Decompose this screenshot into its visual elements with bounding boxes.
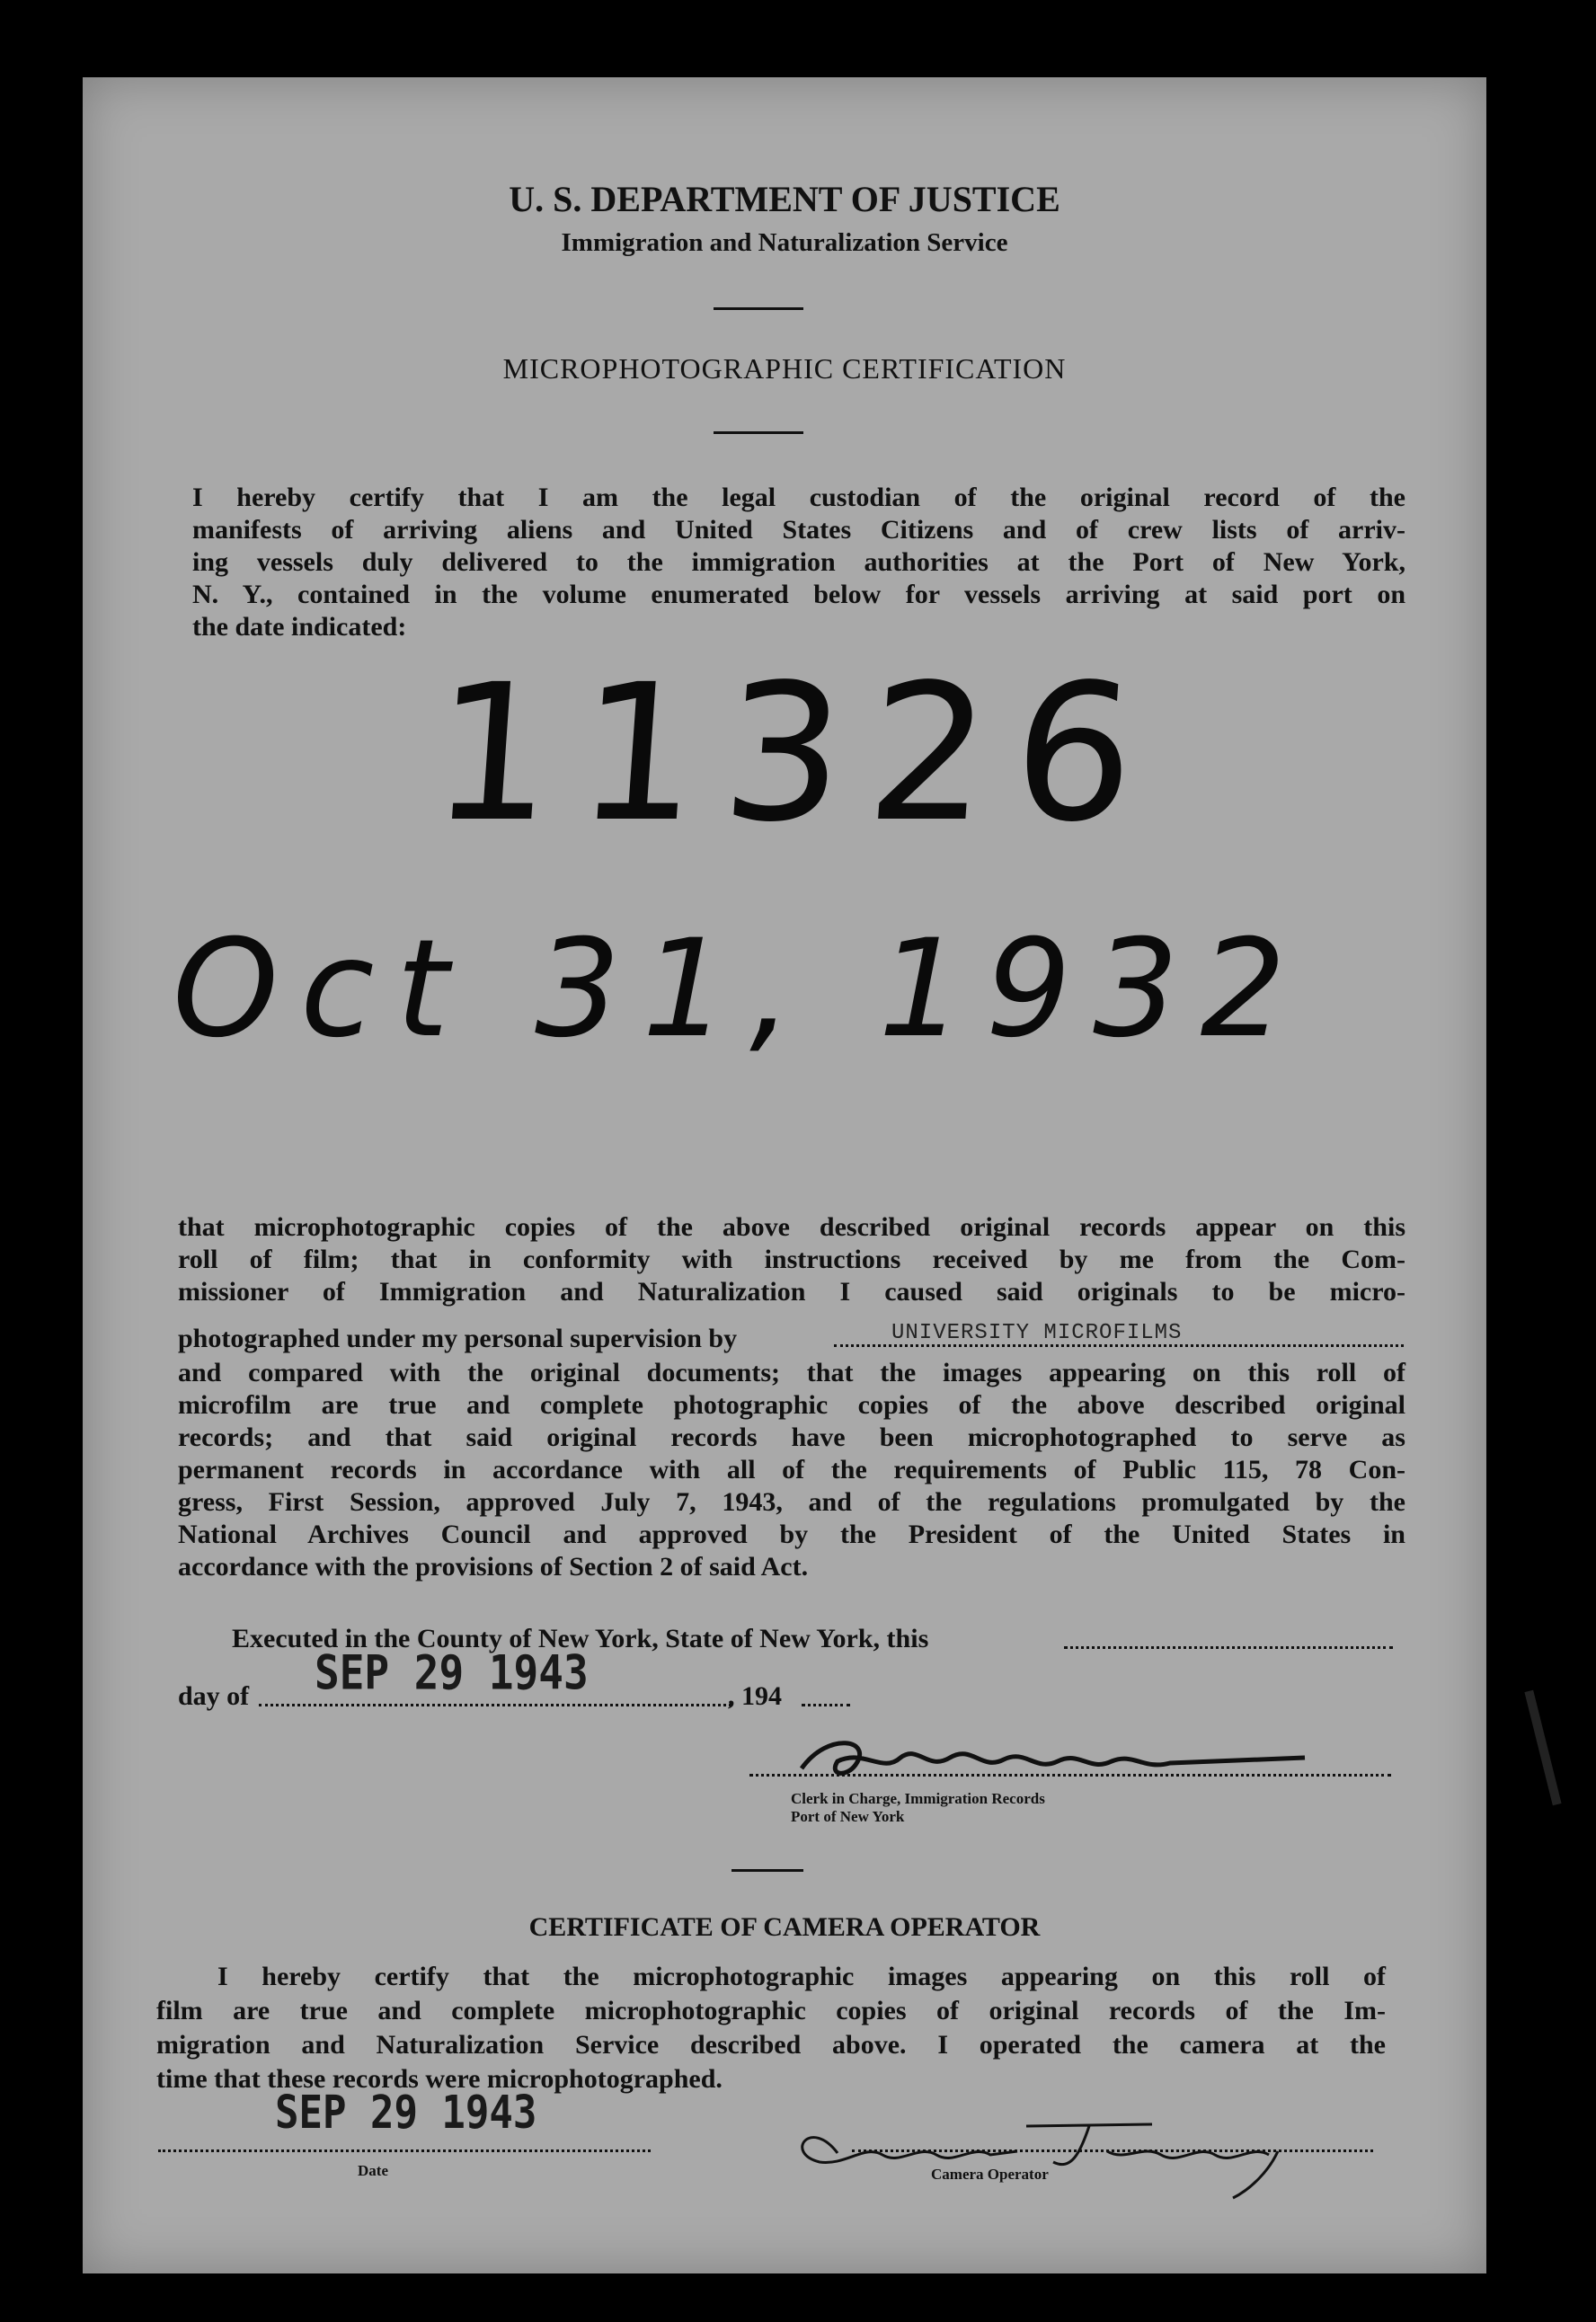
camera-line-1: I hereby certify that the microphotographic images appearing on this roll of <box>217 1962 1386 1991</box>
body-line-3: missioner of Immigration and Naturalization I caused said originals to be micro- <box>178 1277 1405 1307</box>
clerk-title-1: Clerk in Charge, Immigration Records <box>791 1790 1045 1807</box>
certificate-sheet <box>83 77 1486 2273</box>
execution-dotted-line <box>1064 1646 1393 1649</box>
body-line-1: that microphotographic copies of the above described original records appear on this <box>178 1212 1405 1242</box>
camera-line-2: film are true and complete microphotographic copies of original records of the Im- <box>156 1996 1386 2025</box>
header-divider-1 <box>714 307 803 310</box>
camera-date-stamp: SEP 29 1943 <box>275 2087 537 2140</box>
scan-edge-mark <box>1524 1690 1561 1806</box>
body-line-9: National Archives Council and approved by the President of the United States in <box>178 1520 1405 1549</box>
camera-divider <box>732 1869 803 1872</box>
day-of-label: day of <box>178 1681 250 1711</box>
handwritten-volume-number: 11326 <box>425 643 1167 864</box>
body-line-7: permanent records in accordance with all of the requirements of Public 115, 78 Con- <box>178 1455 1405 1484</box>
intro-line-3: ing vessels duly delivered to the immigration authorities at the Port of New York, <box>192 547 1405 577</box>
year-dotted-line <box>802 1704 850 1706</box>
camera-operator-label: Camera Operator <box>931 2166 1049 2183</box>
supervision-prefix: photographed under my personal supervision by <box>178 1324 738 1353</box>
body-line-8: gress, First Session, approved July 7, 1943, and of the regulations promulgated by the <box>178 1487 1405 1517</box>
department-heading: U. S. DEPARTMENT OF JUSTICE <box>509 179 1060 219</box>
certification-title: MICROPHOTOGRAPHIC CERTIFICATION <box>502 352 1067 385</box>
camera-operator-signature <box>730 2099 1359 2207</box>
body-line-6: records; and that said original records have been microphotographed to serve as <box>178 1422 1405 1452</box>
clerk-signature-line <box>749 1774 1391 1777</box>
intro-line-2: manifests of arriving aliens and United States Citizens and of crew lists of arriv- <box>192 515 1405 545</box>
body-line-10: accordance with the provisions of Section 2 of said Act. <box>178 1552 809 1582</box>
camera-line-4: time that these records were microphotographed. <box>156 2064 723 2094</box>
intro-line-5: the date indicated: <box>192 612 407 642</box>
intro-line-4: N. Y., contained in the volume enumerated below for vessels arriving at said port on <box>192 580 1405 609</box>
camera-date-line <box>158 2149 651 2152</box>
camera-date-label: Date <box>358 2162 388 2179</box>
day-of-dotted-line <box>259 1704 732 1706</box>
execution-date-stamp: SEP 29 1943 <box>315 1644 589 1701</box>
body-line-5: microfilm are true and complete photographic copies of the above described original <box>178 1390 1405 1420</box>
supervision-typed-name: UNIVERSITY MICROFILMS <box>891 1321 1183 1345</box>
service-heading: Immigration and Naturalization Service <box>561 228 1008 257</box>
header-divider-2 <box>714 431 803 434</box>
handwritten-date: Oct 31, 1932 <box>173 911 1308 1068</box>
camera-certificate-title: CERTIFICATE OF CAMERA OPERATOR <box>528 1912 1041 1942</box>
camera-operator-line <box>852 2149 1373 2152</box>
clerk-signature <box>748 1722 1359 1794</box>
intro-line-1: I hereby certify that I am the legal custodian of the original record of the <box>192 483 1405 512</box>
clerk-title-2: Port of New York <box>791 1808 905 1825</box>
body-line-2: roll of film; that in conformity with instructions received by me from the Com- <box>178 1245 1405 1274</box>
execution-line: Executed in the County of New York, State of New York, this <box>232 1624 929 1653</box>
camera-line-3: migration and Naturalization Service described above. I operated the camera at the <box>156 2030 1386 2060</box>
year-prefix: , 194 <box>728 1681 782 1711</box>
body-line-4: and compared with the original documents; that the images appearing on this roll of <box>178 1358 1405 1387</box>
